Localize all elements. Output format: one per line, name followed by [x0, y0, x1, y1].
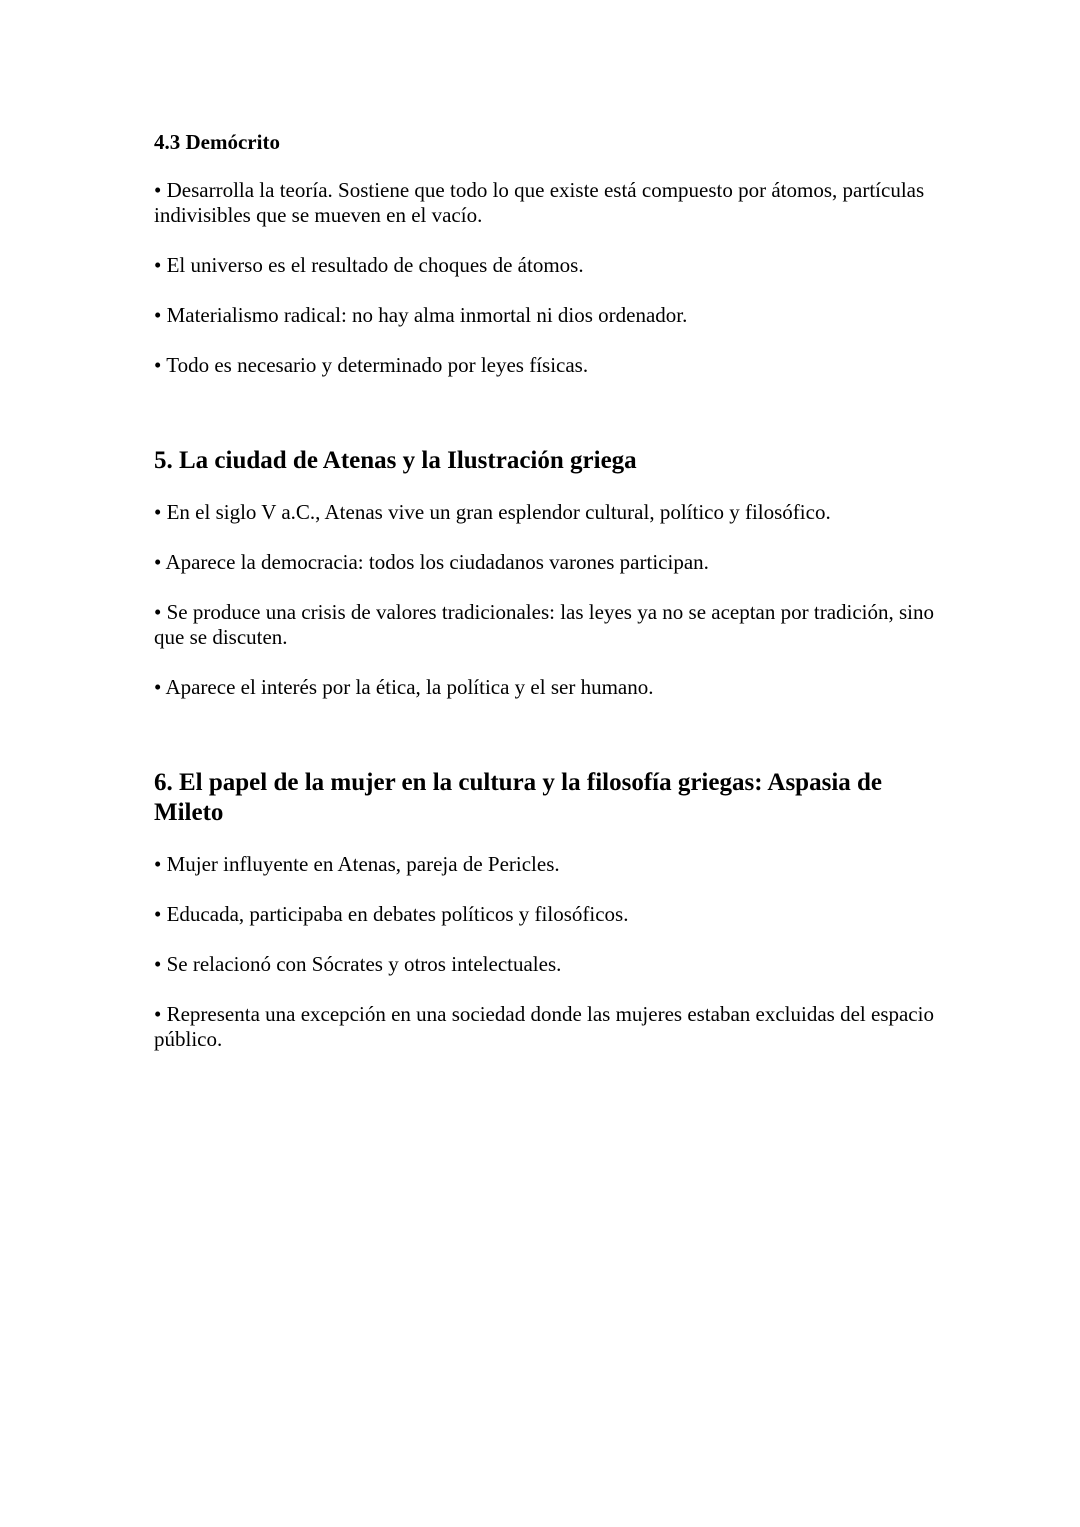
document-page [154, 128, 934, 1052]
bullet-item: • Se produce una crisis de valores tradicionales: las leyes ya no se aceptan por tradición, sino que se discuten. [154, 600, 935, 649]
section-title-atenas: 5. La ciudad de Atenas y la Ilustración griega [154, 447, 637, 474]
bullet-item: • Se relacionó con Sócrates y otros intelectuales. [154, 952, 562, 976]
bullet-item: • Mujer influyente en Atenas, pareja de Pericles. [154, 852, 560, 876]
section-title-aspasia: 6. El papel de la mujer en la cultura y la filosofía griegas: Aspasia de Mileto [154, 769, 883, 826]
bullet-item: • Aparece el interés por la ética, la política y el ser humano. [154, 675, 654, 699]
bullet-item: • En el siglo V a.C., Atenas vive un gran esplendor cultural, político y filosófico. [154, 500, 831, 524]
bullet-item: • Aparece la democracia: todos los ciudadanos varones participan. [154, 550, 709, 574]
bullet-item: • Materialismo radical: no hay alma inmortal ni dios ordenador. [154, 303, 688, 327]
bullet-item: • Todo es necesario y determinado por leyes físicas. [154, 353, 589, 377]
bullet-item: • Educada, participaba en debates políticos y filosóficos. [154, 902, 629, 926]
subsection-title-democrito: 4.3 Demócrito [154, 130, 280, 154]
bullet-item: • Representa una excepción en una sociedad donde las mujeres estaban excluidas del espacio público. [154, 1002, 934, 1051]
bullet-item: • El universo es el resultado de choques de átomos. [154, 253, 584, 277]
bullet-item: • Desarrolla la teoría. Sostiene que todo lo que existe está compuesto por átomos, partículas indivisibles que se mueven en el vacío. [154, 178, 925, 227]
